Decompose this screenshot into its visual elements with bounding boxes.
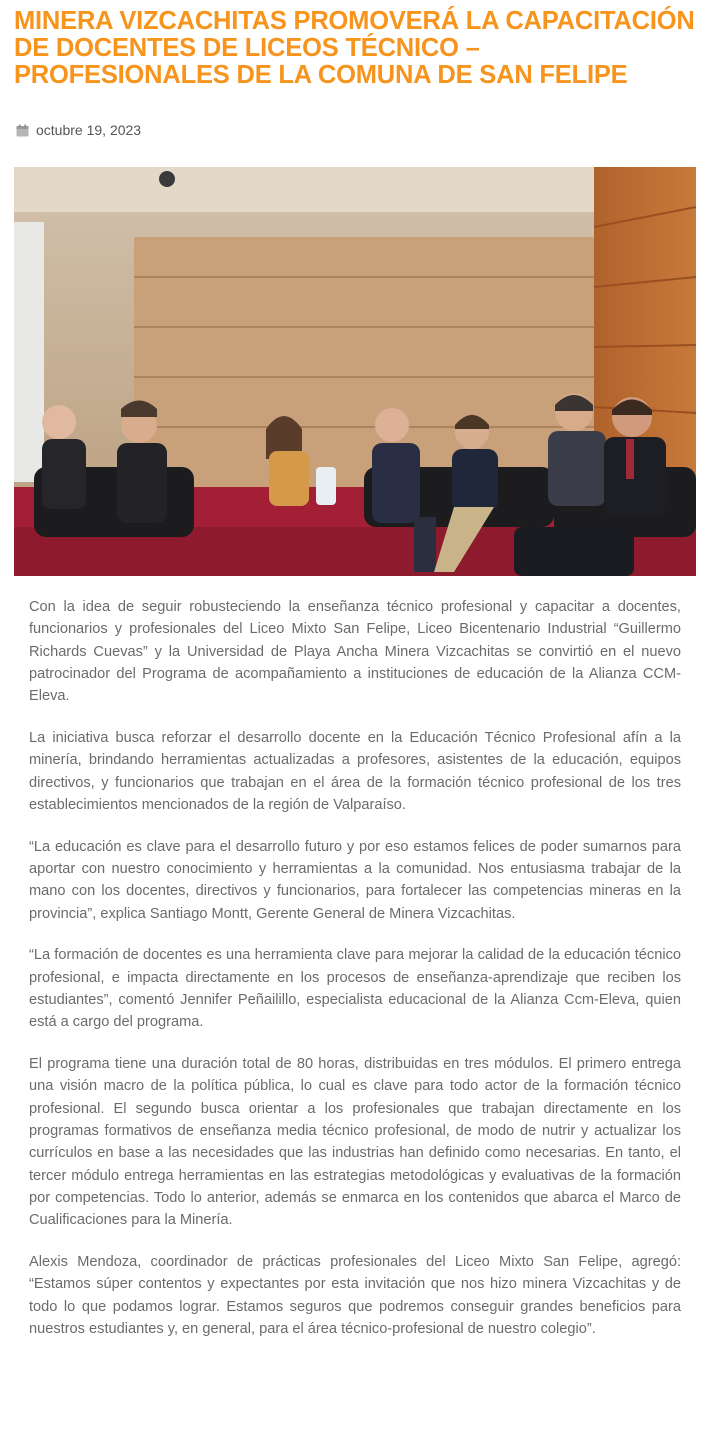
post-meta [16,121,141,139]
article-paragraph: “La educación es clave para el desarrollo futuro y por eso estamos felices de poder sumarnos para aportar con nuestro conocimiento y herramientas a la comunidad. Nos entusiasma trabajar de la mano con los docentes, directivos y funcionarios, para fortalecer las competencias mineras en la provincia”, explica Santiago Montt, Gerente General de Minera Vizcachitas. [29,838,681,922]
article-photo [14,167,696,576]
article-paragraph: Con la idea de seguir robusteciendo la enseñanza técnico profesional y capacitar a docentes, funcionarios y profesionales del Liceo Mixto San Felipe, Liceo Bicentenario Industrial “Guillermo Richards Cuevas” y la Universidad de Playa Ancha Minera Vizcachitas se convirtió en el nuevo patrocinador del Programa de acompañamiento a instituciones de educación de la Alianza CCM-Eleva. [29,599,681,705]
post-date: octubre 19, 2023 [36,122,142,138]
article-title: MINERA VIZCACHITAS PROMOVERÁ LA CAPACITACIÓN DE DOCENTES DE LICEOS TÉCNICO – PROFESIONALES DE LA COMUNA DE SAN FELIPE [14,7,695,89]
article-body [29,596,681,1360]
article-paragraph: La iniciativa busca reforzar el desarrollo docente en la Educación Técnico Profesional afín a la minería, brindando herramientas actualizadas a profesores, asistentes de la educación, equipos directivos, y funcionarios que trabajan en el área de la formación técnico profesional de los tres establecimientos mencionados de la región de Valparaíso. [29,729,681,813]
article-paragraph: “La formación de docentes es una herramienta clave para mejorar la calidad de la educación técnico profesional, e impacta directamente en los procesos de enseñanza-aprendizaje que reciben los estudiantes”, comentó Jennifer Peñailillo, especialista educacional de la Alianza Ccm-Eleva, quien está a cargo del programa. [29,947,681,1031]
calendar-icon [16,124,29,137]
article-paragraph: Alexis Mendoza, coordinador de prácticas profesionales del Liceo Mixto San Felipe, agregó: “Estamos súper contentos y expectantes por esta invitación que nos hizo minera Vizcachitas y de todo lo que podamos lograr. Estamos seguros que podremos conseguir grandes beneficios para nuestros estudiantes y, en general, para el área técnico-profesional de nuestro colegio”. [29,1253,681,1337]
article-paragraph: El programa tiene una duración total de 80 horas, distribuidas en tres módulos. El primero entrega una visión macro de la política pública, lo cual es clave para todo actor de la formación técnico profesional. El segundo busca orientar a los profesionales que trabajan directamente en los programas formativos de enseñanza media técnico profesional, de modo de nutrir y actualizar los currículos en base a las necesidades que las industrias han definido como necesarias. En tanto, el tercer módulo entrega herramientas en las estrategias metodológicas y evaluativas de la formación por competencias. Todo lo anterior, además se enmarca en los contenidos que abarca el Marco de Cualificaciones para la Minería. [29,1056,681,1229]
